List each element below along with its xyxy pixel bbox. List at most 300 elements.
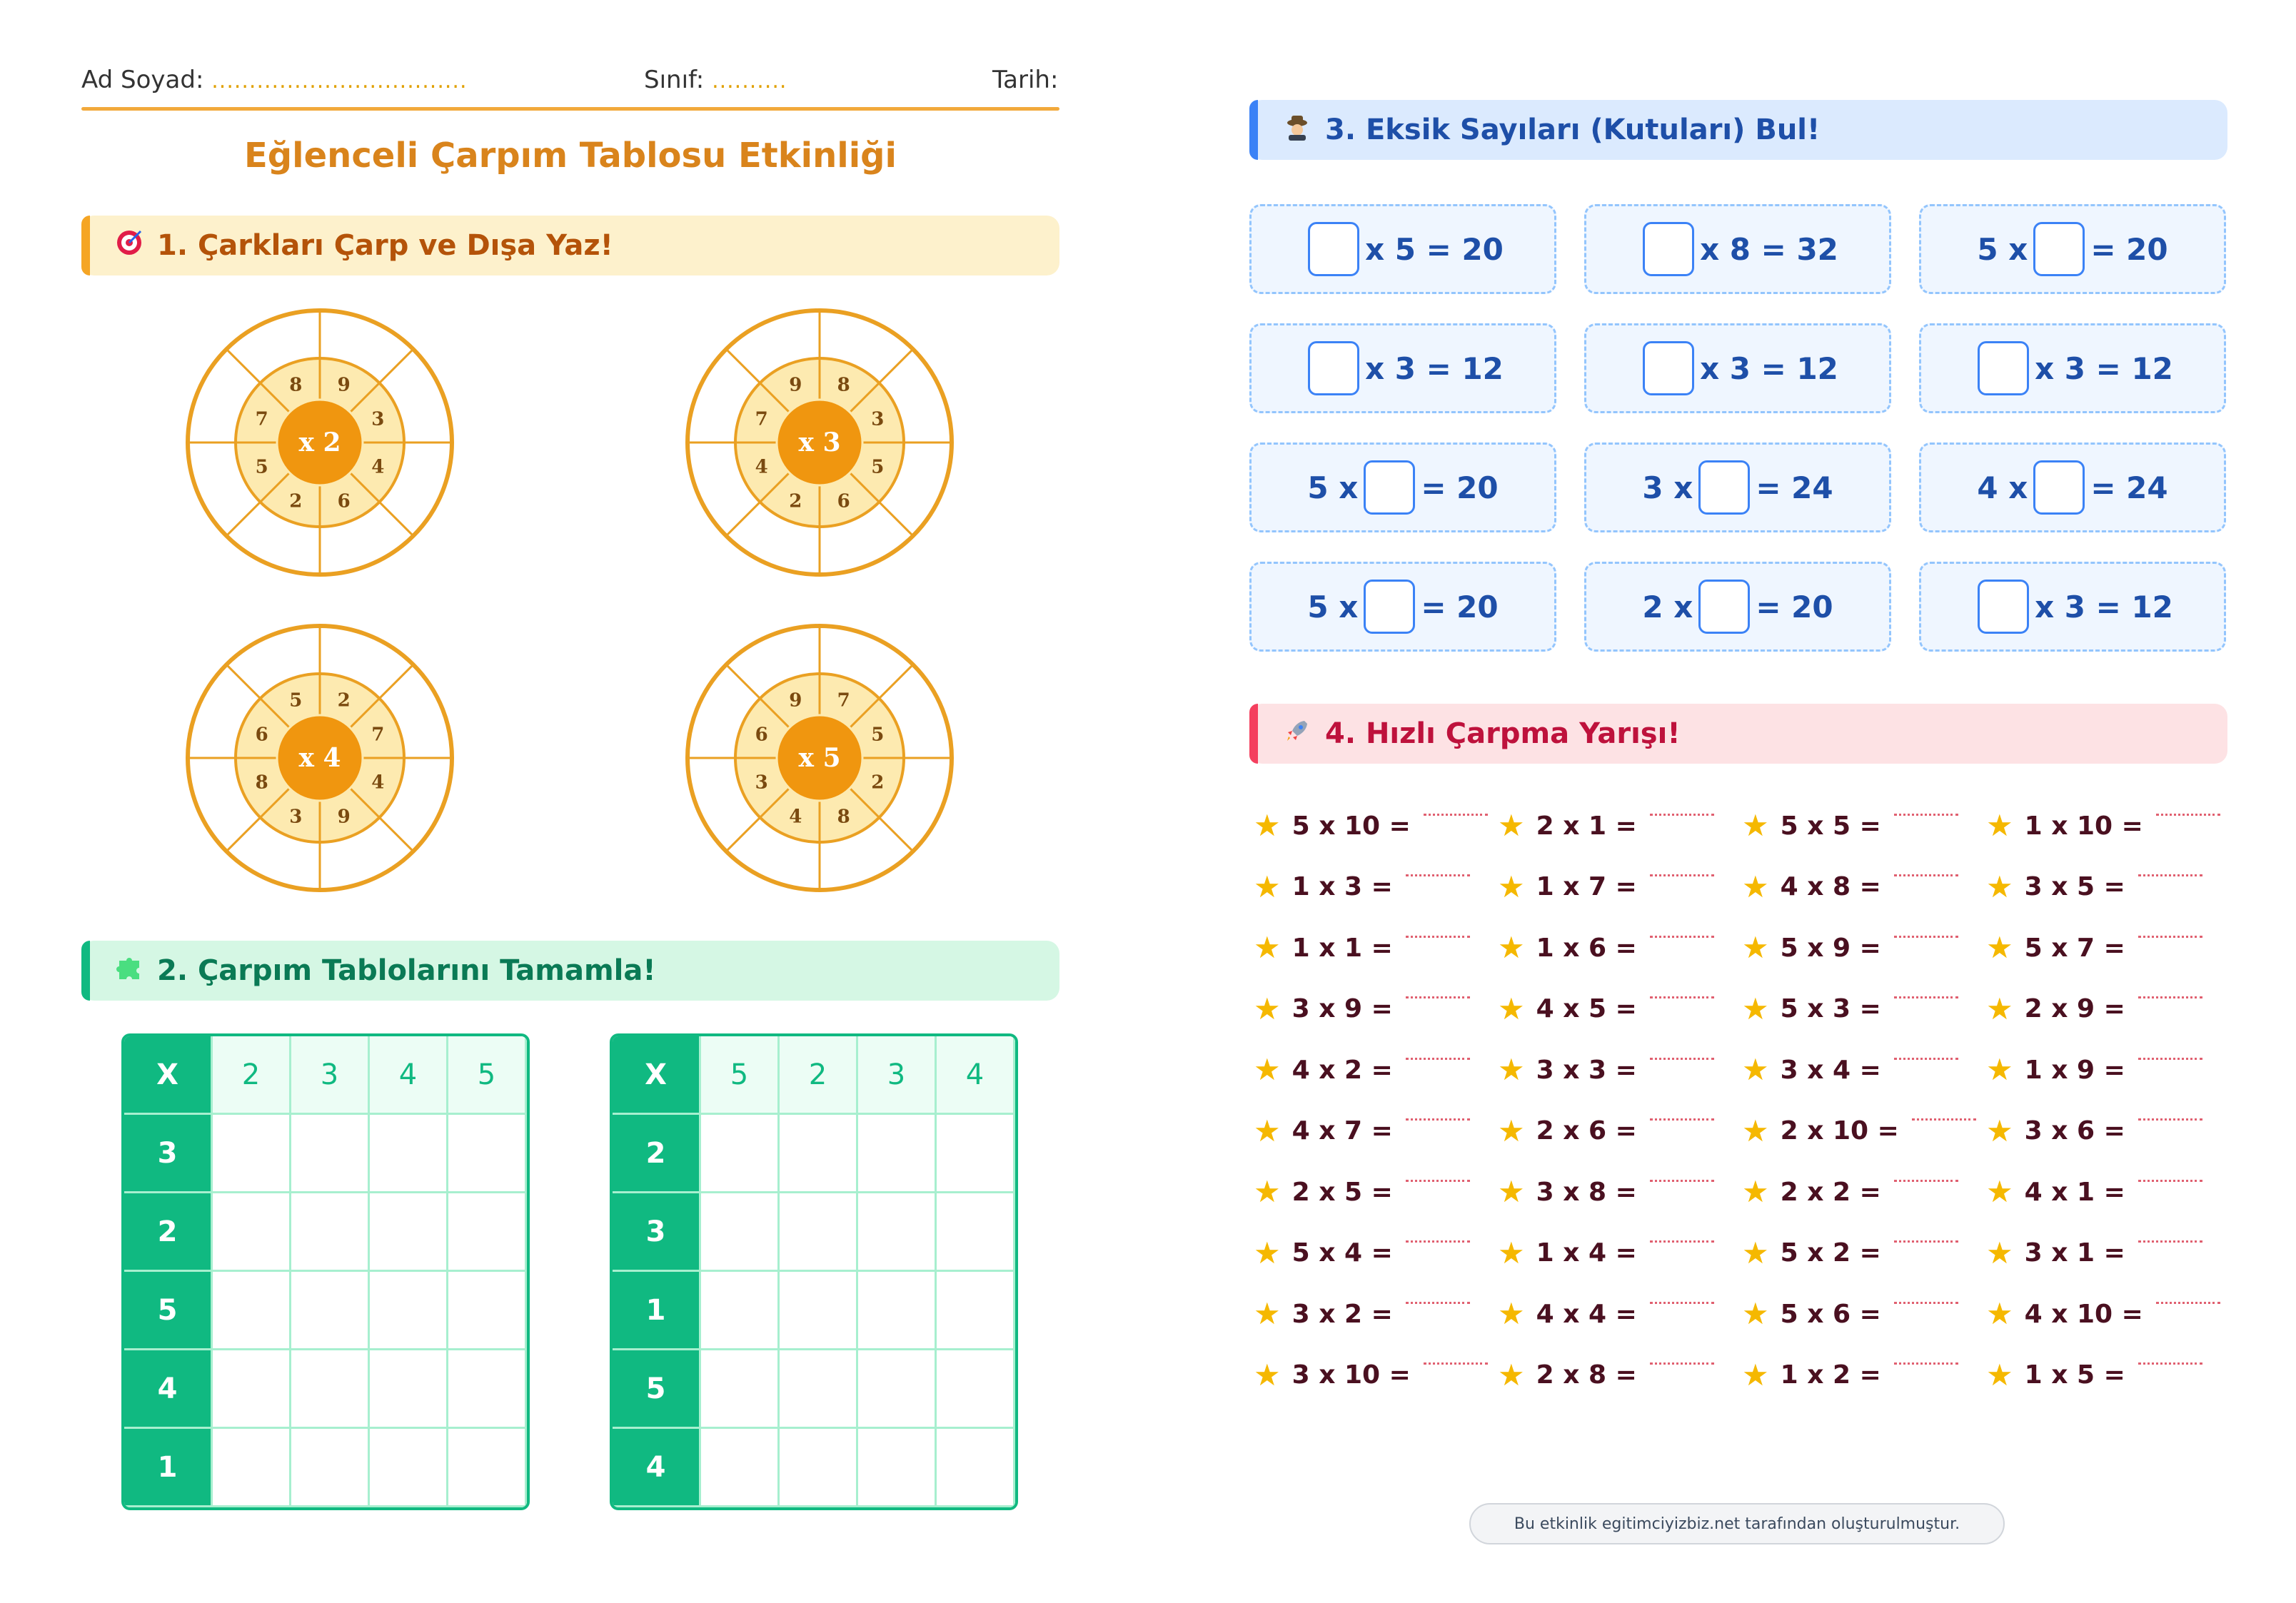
missing-number-card: [1584, 562, 1891, 652]
star-icon: ★: [1498, 991, 1525, 1026]
wheel-number: 4: [789, 806, 802, 828]
answer-line[interactable]: [1894, 814, 1958, 816]
answer-cell[interactable]: [370, 1272, 448, 1350]
answer-cell[interactable]: [370, 1193, 448, 1272]
star-icon: ★: [1986, 1357, 2013, 1392]
answer-cell[interactable]: [858, 1272, 937, 1350]
star-icon: ★: [1254, 1052, 1281, 1087]
answer-line[interactable]: [2138, 1058, 2202, 1060]
race-equation: 4 x 8 =: [1780, 872, 1881, 901]
race-equation: 4 x 7 =: [1292, 1116, 1393, 1146]
race-item: [1742, 1357, 1958, 1392]
race-equation: 4 x 4 =: [1536, 1299, 1637, 1329]
section-2-title: 2. Çarpım Tablolarını Tamamla!: [157, 954, 656, 987]
star-icon: ★: [1254, 1174, 1281, 1209]
section-4-header: [1249, 704, 2227, 764]
race-item: [1986, 1235, 2202, 1270]
race-equation: 1 x 9 =: [2024, 1055, 2125, 1085]
wheel-number: 8: [289, 374, 303, 396]
answer-cell[interactable]: [858, 1350, 937, 1429]
race-item: [1742, 991, 1958, 1026]
answer-line[interactable]: [1424, 814, 1488, 816]
race-equation: 3 x 2 =: [1292, 1299, 1393, 1329]
race-equation: 5 x 6 =: [1780, 1299, 1881, 1329]
equation-right: = 20: [1756, 589, 1833, 624]
answer-line[interactable]: [1894, 996, 1958, 998]
row-header: 4: [124, 1350, 213, 1429]
race-equation: 3 x 4 =: [1780, 1055, 1881, 1085]
star-icon: ★: [1986, 869, 2013, 904]
star-icon: ★: [1742, 1296, 1769, 1331]
race-equation: 2 x 6 =: [1536, 1116, 1637, 1146]
star-icon: ★: [1742, 808, 1769, 843]
answer-cell[interactable]: [370, 1350, 448, 1429]
answer-line[interactable]: [1406, 1240, 1470, 1243]
race-item: [1498, 808, 1714, 843]
answer-line[interactable]: [2138, 1180, 2202, 1182]
puzzle-icon: [114, 954, 144, 988]
row-header: 5: [613, 1350, 701, 1429]
answer-box[interactable]: [1698, 580, 1750, 634]
answer-box[interactable]: [1978, 580, 2029, 634]
equation-right: = 24: [1756, 470, 1833, 505]
answer-line[interactable]: [1650, 874, 1714, 876]
answer-line[interactable]: [1894, 1180, 1958, 1182]
wheel-number: 5: [871, 724, 885, 746]
wheel-center-label: x 3: [798, 428, 841, 457]
answer-line[interactable]: [2138, 1118, 2202, 1121]
star-icon: ★: [1254, 991, 1281, 1026]
answer-line[interactable]: [1650, 1118, 1714, 1121]
answer-cell[interactable]: [701, 1115, 780, 1193]
race-item: [1498, 1113, 1714, 1148]
answer-cell[interactable]: [858, 1115, 937, 1193]
row-header: 3: [613, 1193, 701, 1272]
race-item: [1986, 930, 2202, 965]
race-item: [1254, 1357, 1488, 1392]
answer-line[interactable]: [1650, 936, 1714, 938]
missing-number-card: [1919, 443, 2226, 532]
wheel-number: 6: [255, 724, 268, 746]
answer-cell[interactable]: [448, 1350, 527, 1429]
answer-line[interactable]: [1406, 1180, 1470, 1182]
wheel-number: 5: [255, 456, 268, 478]
answer-box[interactable]: [1643, 341, 1694, 395]
race-item: [1986, 1357, 2202, 1392]
answer-line[interactable]: [1894, 936, 1958, 938]
race-equation: 5 x 5 =: [1780, 811, 1881, 841]
race-equation: 2 x 10 =: [1780, 1116, 1899, 1146]
missing-number-card: [1249, 443, 1556, 532]
section-1-header: [81, 216, 1059, 275]
answer-box[interactable]: [2033, 222, 2085, 276]
race-item: [1254, 930, 1470, 965]
star-icon: ★: [1986, 1052, 2013, 1087]
race-equation: 1 x 10 =: [2024, 811, 2143, 841]
race-item: [1986, 808, 2220, 843]
star-icon: ★: [1254, 1235, 1281, 1270]
star-icon: ★: [1254, 1357, 1281, 1392]
race-equation: 4 x 5 =: [1536, 994, 1637, 1023]
answer-cell[interactable]: [291, 1193, 370, 1272]
race-item: [1742, 1052, 1958, 1087]
star-icon: ★: [1742, 1113, 1769, 1148]
answer-line[interactable]: [1894, 1240, 1958, 1243]
wheel-center-label: x 5: [798, 743, 841, 773]
race-equation: 2 x 5 =: [1292, 1177, 1393, 1207]
answer-box[interactable]: [1364, 580, 1415, 634]
class-blank[interactable]: ..........: [712, 69, 787, 93]
class-label: Sınıf:: [644, 66, 705, 94]
answer-cell[interactable]: [291, 1115, 370, 1193]
answer-cell[interactable]: [701, 1193, 780, 1272]
answer-line[interactable]: [2138, 936, 2202, 938]
answer-line[interactable]: [1650, 996, 1714, 998]
equation-right: = 24: [2090, 470, 2168, 505]
star-icon: ★: [1986, 1174, 2013, 1209]
multiplication-wheel: [184, 622, 455, 894]
wheel-number: 5: [289, 689, 303, 712]
answer-line[interactable]: [2156, 1302, 2220, 1304]
equation-right: x 3 = 12: [2035, 589, 2173, 624]
footer-credit: Bu etkinlik egitimciyizbiz.net tarafından oluşturulmuştur.: [1469, 1503, 2005, 1544]
answer-box[interactable]: [1364, 460, 1415, 515]
wheel-number: 2: [871, 772, 885, 794]
star-icon: ★: [1498, 808, 1525, 843]
wheel-number: 6: [337, 490, 351, 512]
star-icon: ★: [1498, 869, 1525, 904]
row-header: 1: [613, 1272, 701, 1350]
star-icon: ★: [1742, 1235, 1769, 1270]
answer-cell[interactable]: [291, 1429, 370, 1507]
missing-number-card: [1584, 204, 1891, 294]
answer-cell[interactable]: [213, 1193, 291, 1272]
row-header: 1: [124, 1429, 213, 1507]
answer-line[interactable]: [1650, 1180, 1714, 1182]
answer-box[interactable]: [1308, 341, 1359, 395]
row-header: 5: [124, 1272, 213, 1350]
answer-cell[interactable]: [213, 1350, 291, 1429]
equation-right: = 20: [2090, 231, 2168, 267]
wheel-number: 8: [837, 374, 850, 396]
answer-cell[interactable]: [937, 1350, 1015, 1429]
star-icon: ★: [1742, 1052, 1769, 1087]
race-equation: 1 x 4 =: [1536, 1238, 1637, 1268]
column-header: 3: [291, 1036, 370, 1115]
equation-right: x 3 = 12: [1365, 350, 1504, 386]
answer-cell[interactable]: [448, 1429, 527, 1507]
row-header: 4: [613, 1429, 701, 1507]
race-equation: 3 x 6 =: [2024, 1116, 2125, 1146]
answer-line[interactable]: [1406, 1302, 1470, 1304]
answer-cell[interactable]: [780, 1272, 858, 1350]
race-equation: 3 x 1 =: [2024, 1238, 2125, 1268]
star-icon: ★: [1742, 930, 1769, 965]
answer-cell[interactable]: [780, 1193, 858, 1272]
star-icon: ★: [1498, 1052, 1525, 1087]
star-icon: ★: [1742, 1357, 1769, 1392]
answer-line[interactable]: [1912, 1118, 1976, 1121]
race-item: [1254, 808, 1488, 843]
wheel-number: 7: [755, 408, 768, 430]
race-equation: 1 x 7 =: [1536, 872, 1637, 901]
race-item: [1498, 930, 1714, 965]
answer-cell[interactable]: [858, 1193, 937, 1272]
wheel-number: 2: [289, 490, 303, 512]
star-icon: ★: [1254, 1296, 1281, 1331]
page-title: Eğlenceli Çarpım Tablosu Etkinliği: [244, 136, 897, 176]
answer-cell[interactable]: [448, 1272, 527, 1350]
race-item: [1498, 869, 1714, 904]
answer-line[interactable]: [1894, 1058, 1958, 1060]
race-equation: 4 x 10 =: [2024, 1299, 2143, 1329]
name-field[interactable]: [81, 66, 467, 94]
header-divider: [81, 107, 1059, 111]
equation-right: x 5 = 20: [1365, 231, 1504, 267]
wheel-number: 3: [289, 806, 303, 828]
race-item: [1986, 991, 2202, 1026]
race-item: [1742, 1113, 1976, 1148]
wheel-number: 8: [255, 772, 268, 794]
answer-cell[interactable]: [780, 1115, 858, 1193]
race-item: [1986, 1113, 2202, 1148]
answer-cell[interactable]: [937, 1272, 1015, 1350]
race-equation: 1 x 1 =: [1292, 933, 1393, 963]
star-icon: ★: [1498, 1357, 1525, 1392]
answer-line[interactable]: [1406, 936, 1470, 938]
race-equation: 4 x 1 =: [2024, 1177, 2125, 1207]
answer-cell[interactable]: [370, 1115, 448, 1193]
missing-number-card: [1584, 443, 1891, 532]
star-icon: ★: [1986, 1296, 2013, 1331]
race-equation: 2 x 8 =: [1536, 1360, 1637, 1390]
equation-right: x 3 = 12: [1700, 350, 1838, 386]
race-item: [1986, 1174, 2202, 1209]
wheel-number: 7: [255, 408, 268, 430]
star-icon: ★: [1986, 1113, 2013, 1148]
equation-right: x 3 = 12: [2035, 350, 2173, 386]
column-header: 5: [701, 1036, 780, 1115]
wheel-number: 9: [789, 689, 802, 712]
wheel-number: 7: [371, 724, 385, 746]
answer-box[interactable]: [1698, 460, 1750, 515]
equation-right: x 8 = 32: [1700, 231, 1838, 267]
multiplication-table-2: [610, 1033, 1018, 1510]
answer-line[interactable]: [1406, 1118, 1470, 1121]
class-field[interactable]: [644, 66, 787, 94]
answer-cell[interactable]: [370, 1429, 448, 1507]
wheel-number: 9: [789, 374, 802, 396]
star-icon: ★: [1254, 808, 1281, 843]
race-item: [1254, 1174, 1470, 1209]
race-item: [1498, 1296, 1714, 1331]
row-header: 2: [613, 1115, 701, 1193]
answer-line[interactable]: [2138, 1240, 2202, 1243]
race-equation: 3 x 3 =: [1536, 1055, 1637, 1085]
table-corner: X: [124, 1036, 213, 1115]
column-header: 2: [213, 1036, 291, 1115]
wheel-number: 9: [337, 374, 351, 396]
wheel-number: 3: [755, 772, 768, 794]
name-blank[interactable]: ..................................: [211, 69, 468, 93]
equation-right: = 20: [1421, 589, 1499, 624]
race-equation: 3 x 8 =: [1536, 1177, 1637, 1207]
answer-line[interactable]: [2138, 874, 2202, 876]
multiplication-wheel: [684, 307, 955, 578]
missing-number-card: [1919, 323, 2226, 413]
answer-cell[interactable]: [213, 1429, 291, 1507]
answer-line[interactable]: [2156, 814, 2220, 816]
star-icon: ★: [1986, 930, 2013, 965]
answer-line[interactable]: [1650, 1058, 1714, 1060]
equation-left: 4 x: [1977, 470, 2028, 505]
answer-line[interactable]: [1650, 1302, 1714, 1304]
race-equation: 2 x 2 =: [1780, 1177, 1881, 1207]
wheel-number: 3: [371, 408, 385, 430]
answer-line[interactable]: [1406, 996, 1470, 998]
wheel-number: 2: [337, 689, 351, 712]
date-label: Tarih:: [992, 66, 1059, 94]
star-icon: ★: [1986, 1235, 2013, 1270]
answer-line[interactable]: [2138, 996, 2202, 998]
race-item: [1498, 991, 1714, 1026]
answer-line[interactable]: [1650, 814, 1714, 816]
column-header: 4: [370, 1036, 448, 1115]
answer-line[interactable]: [2138, 1362, 2202, 1365]
race-item: [1742, 869, 1958, 904]
answer-box[interactable]: [1308, 222, 1359, 276]
wheel-number: 6: [755, 724, 768, 746]
answer-cell[interactable]: [937, 1193, 1015, 1272]
race-item: [1986, 1296, 2220, 1331]
equation-right: = 20: [1421, 470, 1499, 505]
race-equation: 1 x 5 =: [2024, 1360, 2125, 1390]
answer-cell[interactable]: [213, 1115, 291, 1193]
column-header: 2: [780, 1036, 858, 1115]
wheel-number: 7: [837, 689, 850, 712]
race-equation: 5 x 4 =: [1292, 1238, 1393, 1268]
race-equation: 1 x 2 =: [1780, 1360, 1881, 1390]
wheel-number: 4: [371, 456, 385, 478]
wheel-number: 4: [755, 456, 768, 478]
star-icon: ★: [1498, 1174, 1525, 1209]
table-corner: X: [613, 1036, 701, 1115]
answer-cell[interactable]: [448, 1193, 527, 1272]
race-item: [1254, 1052, 1470, 1087]
race-equation: 5 x 9 =: [1780, 933, 1881, 963]
wheel-center-label: x 4: [298, 743, 341, 773]
answer-line[interactable]: [1894, 1362, 1958, 1365]
star-icon: ★: [1742, 869, 1769, 904]
race-equation: 3 x 5 =: [2024, 872, 2125, 901]
rocket-icon: [1282, 717, 1312, 752]
answer-box[interactable]: [2033, 460, 2085, 515]
wheel-number: 4: [371, 772, 385, 794]
race-item: [1498, 1174, 1714, 1209]
wheel-number: 9: [337, 806, 351, 828]
race-item: [1498, 1357, 1714, 1392]
answer-cell[interactable]: [937, 1115, 1015, 1193]
star-icon: ★: [1742, 991, 1769, 1026]
section-4-title: 4. Hızlı Çarpma Yarışı!: [1325, 717, 1681, 750]
race-item: [1254, 869, 1470, 904]
answer-line[interactable]: [1406, 1058, 1470, 1060]
star-icon: ★: [1254, 869, 1281, 904]
answer-cell[interactable]: [291, 1350, 370, 1429]
answer-cell[interactable]: [937, 1429, 1015, 1507]
missing-number-card: [1249, 562, 1556, 652]
answer-cell[interactable]: [858, 1429, 937, 1507]
answer-line[interactable]: [1894, 874, 1958, 876]
race-item: [1742, 1235, 1958, 1270]
answer-cell[interactable]: [701, 1272, 780, 1350]
race-equation: 3 x 10 =: [1292, 1360, 1411, 1390]
star-icon: ★: [1986, 808, 2013, 843]
race-equation: 2 x 9 =: [2024, 994, 2125, 1023]
missing-number-card: [1249, 204, 1556, 294]
race-equation: 5 x 7 =: [2024, 933, 2125, 963]
answer-box[interactable]: [1643, 222, 1694, 276]
name-label: Ad Soyad:: [81, 66, 204, 94]
race-equation: 2 x 1 =: [1536, 811, 1637, 841]
answer-line[interactable]: [1650, 1362, 1714, 1365]
row-header: 3: [124, 1115, 213, 1193]
star-icon: ★: [1254, 1113, 1281, 1148]
wheel-number: 8: [837, 806, 850, 828]
answer-line[interactable]: [1650, 1240, 1714, 1243]
answer-cell[interactable]: [291, 1272, 370, 1350]
answer-cell[interactable]: [701, 1429, 780, 1507]
wheel-number: 6: [837, 490, 850, 512]
section-2-header: [81, 941, 1059, 1001]
star-icon: ★: [1742, 1174, 1769, 1209]
section-3-header: [1249, 100, 2227, 160]
section-3-title: 3. Eksik Sayıları (Kutuları) Bul!: [1325, 113, 1821, 146]
race-equation: 5 x 2 =: [1780, 1238, 1881, 1268]
target-icon: [114, 228, 144, 263]
star-icon: ★: [1498, 1235, 1525, 1270]
answer-box[interactable]: [1978, 341, 2029, 395]
answer-cell[interactable]: [780, 1350, 858, 1429]
race-item: [1742, 1296, 1958, 1331]
race-item: [1742, 930, 1958, 965]
column-header: 4: [937, 1036, 1015, 1115]
equation-left: 2 x: [1642, 589, 1693, 624]
answer-cell[interactable]: [213, 1272, 291, 1350]
equation-left: 5 x: [1977, 231, 2028, 267]
equation-left: 5 x: [1307, 589, 1359, 624]
answer-line[interactable]: [1406, 874, 1470, 876]
race-equation: 4 x 2 =: [1292, 1055, 1393, 1085]
column-header: 5: [448, 1036, 527, 1115]
answer-cell[interactable]: [780, 1429, 858, 1507]
wheel-number: 5: [871, 456, 885, 478]
race-equation: 3 x 9 =: [1292, 994, 1393, 1023]
answer-line[interactable]: [1424, 1362, 1488, 1365]
race-item: [1254, 1235, 1470, 1270]
wheel-center-label: x 2: [298, 428, 341, 457]
star-icon: ★: [1498, 1296, 1525, 1331]
answer-cell[interactable]: [701, 1350, 780, 1429]
multiplication-wheel: [184, 307, 455, 578]
race-item: [1254, 991, 1470, 1026]
row-header: 2: [124, 1193, 213, 1272]
star-icon: ★: [1498, 930, 1525, 965]
missing-number-card: [1249, 323, 1556, 413]
answer-line[interactable]: [1894, 1302, 1958, 1304]
race-equation: 5 x 10 =: [1292, 811, 1411, 841]
answer-cell[interactable]: [448, 1115, 527, 1193]
